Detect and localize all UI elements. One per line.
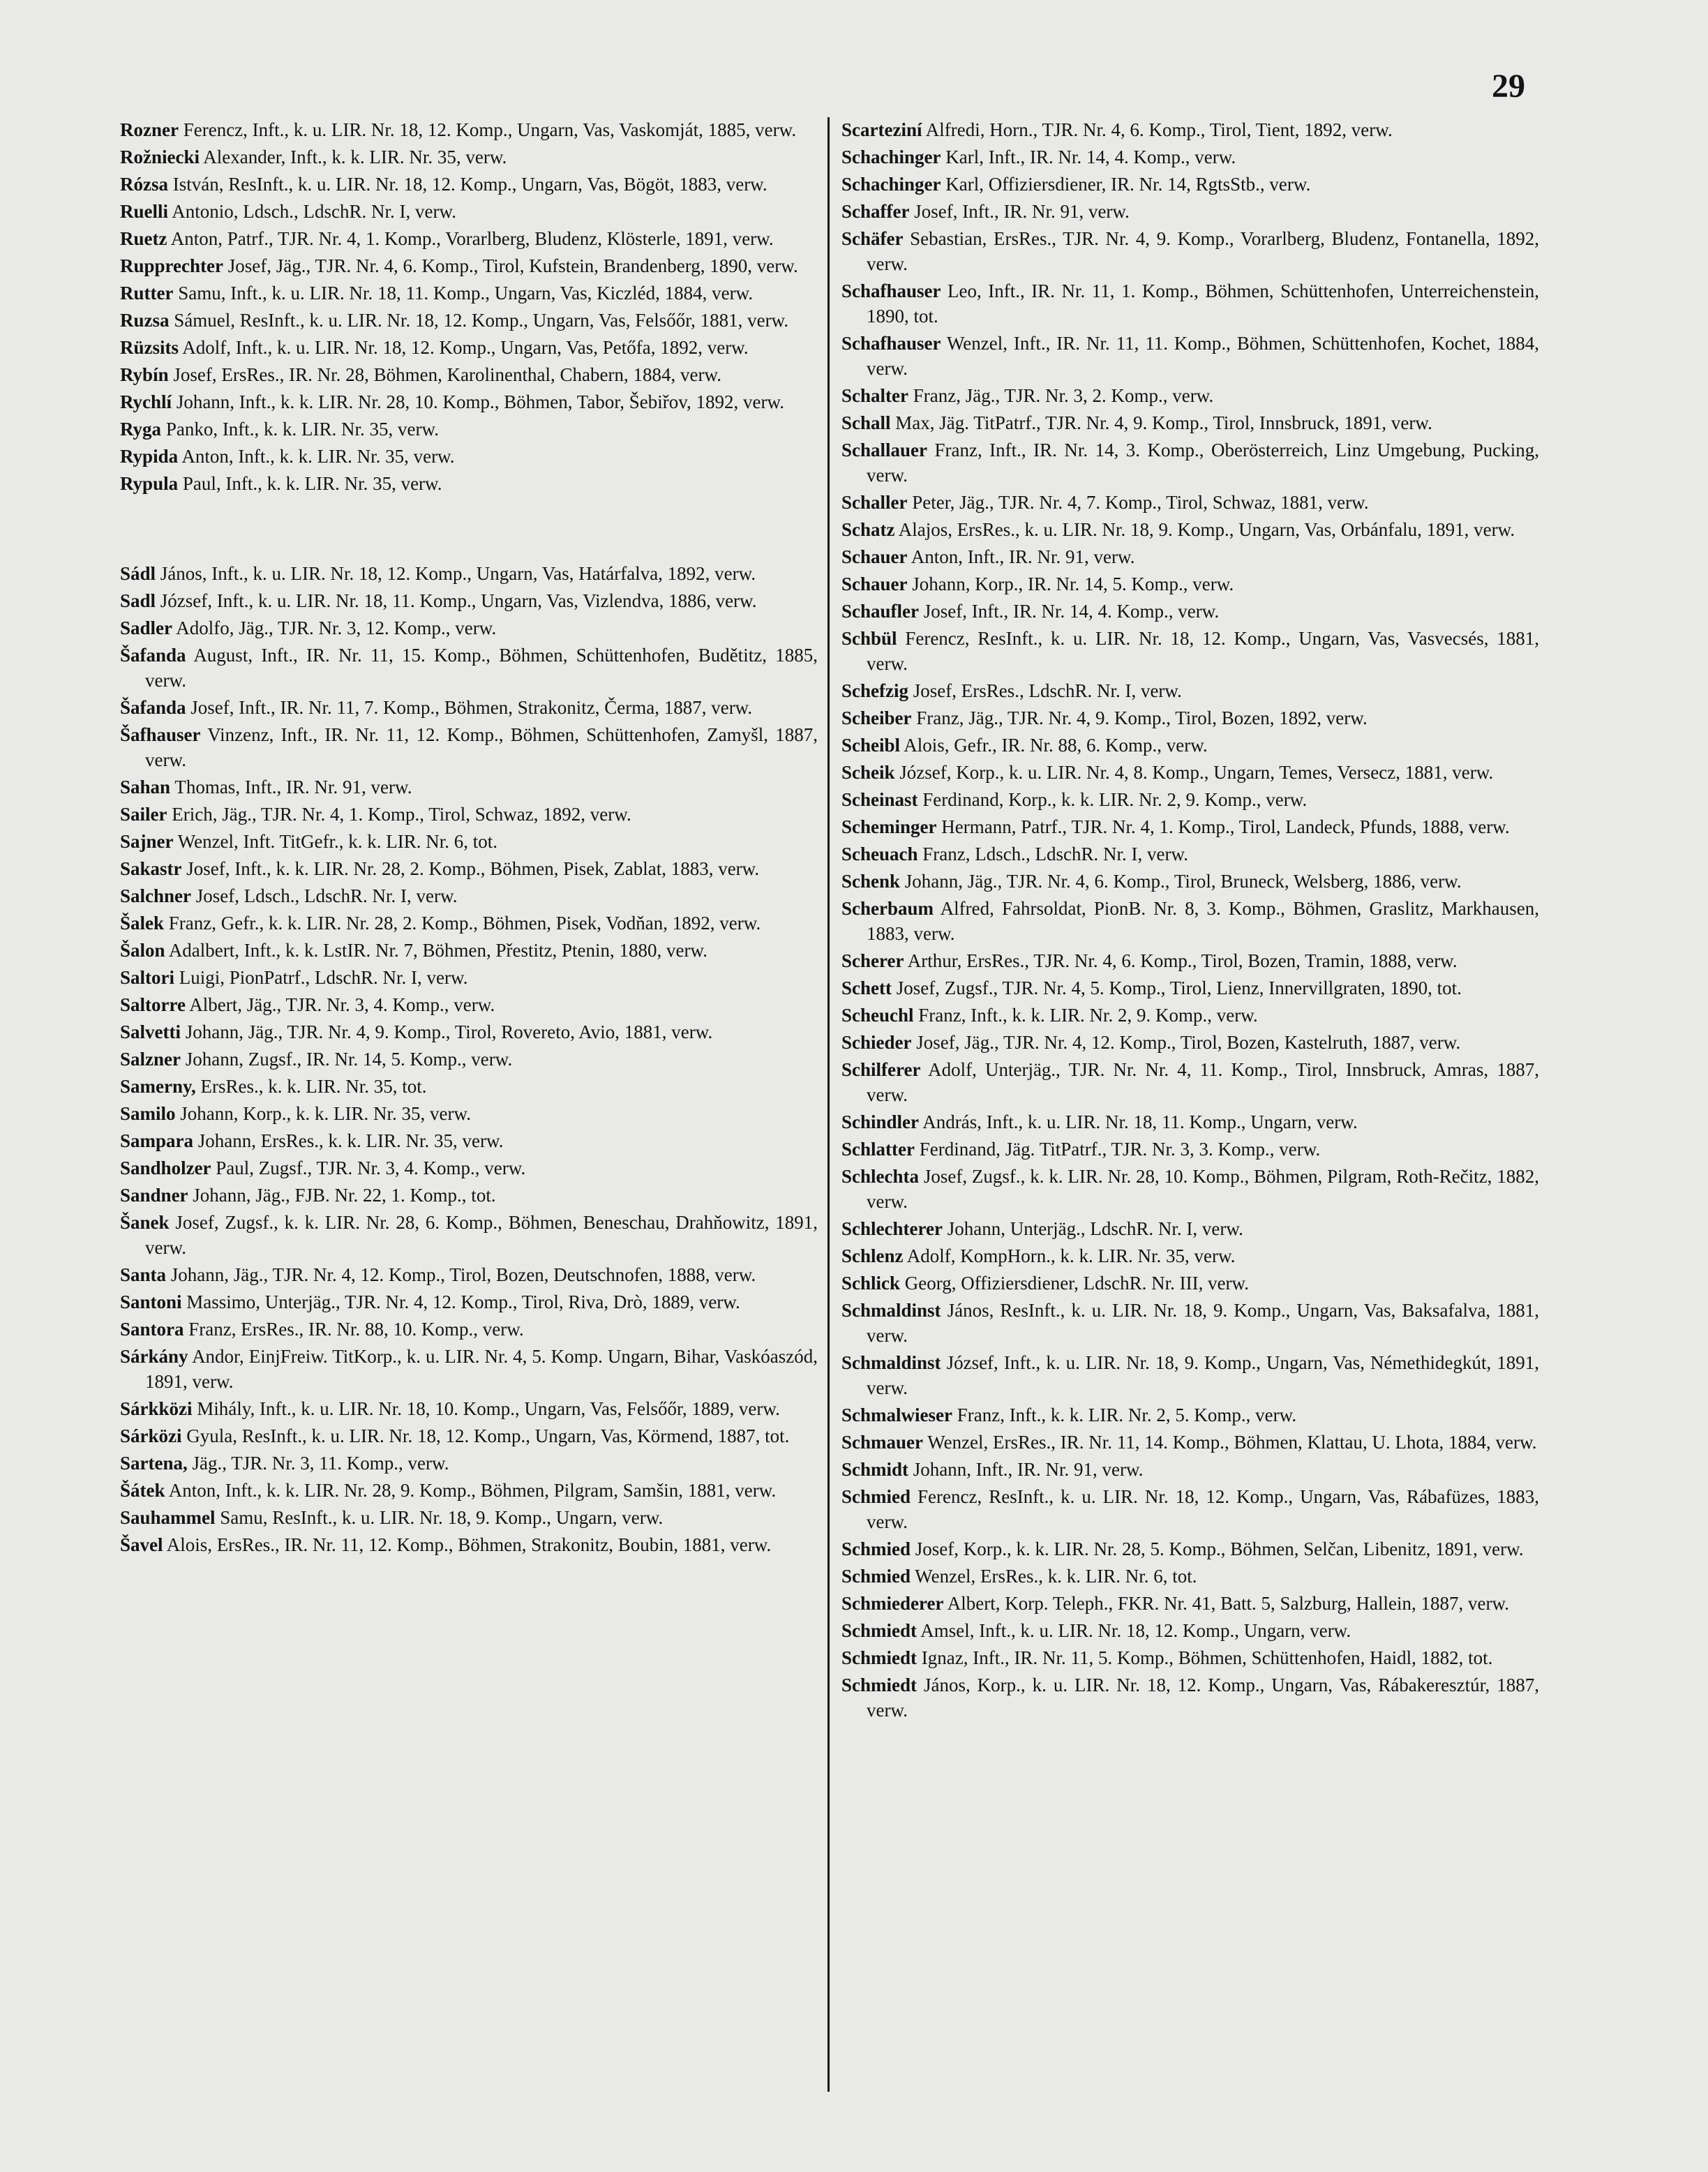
entry-surname: Schmied — [841, 1538, 911, 1559]
entry-details: Anton, Inft., k. k. LIR. Nr. 35, verw. — [181, 446, 455, 467]
entry-details: Alfredi, Horn., TJR. Nr. 4, 6. Komp., Tirol, Tient, 1892, verw. — [925, 119, 1393, 140]
entry-details: Amsel, Inft., k. u. LIR. Nr. 18, 12. Komp., Ungarn, verw. — [920, 1620, 1351, 1641]
roster-entry — [120, 1451, 818, 1476]
roster-entry — [841, 571, 1539, 597]
entry-details: József, Korp., k. u. LIR. Nr. 4, 8. Komp., Ungarn, Temes, Versecz, 1881, verw. — [899, 762, 1494, 783]
roster-entry — [841, 975, 1539, 1001]
entry-surname: Schlatter — [841, 1139, 915, 1160]
entry-details: János, Korp., k. u. LIR. Nr. 18, 12. Komp., Ungarn, Vas, Rábakeresztúr, 1887, verw. — [867, 1675, 1540, 1721]
entry-surname: Schett — [841, 978, 892, 998]
entry-surname: Sandholzer — [120, 1158, 211, 1178]
roster-entry — [120, 117, 818, 142]
entry-surname: Scheuach — [841, 844, 918, 864]
roster-entry — [841, 117, 1539, 142]
entry-details: Adolfo, Jäg., TJR. Nr. 3, 12. Komp., verw. — [176, 617, 497, 638]
entry-details: Ferdinand, Korp., k. k. LIR. Nr. 2, 9. Komp., verw. — [922, 789, 1308, 810]
entry-surname: Schlenz — [841, 1245, 904, 1266]
entry-surname: Šalek — [120, 913, 165, 934]
entry-details: Josef, ErsRes., IR. Nr. 28, Böhmen, Karolinenthal, Chabern, 1884, verw. — [173, 364, 721, 385]
entry-details: Franz, Inft., k. k. LIR. Nr. 2, 9. Komp., verw. — [918, 1005, 1258, 1026]
entry-surname: Rutter — [120, 283, 174, 304]
roster-entry — [841, 1402, 1539, 1428]
entry-surname: Šafanda — [120, 645, 186, 666]
entry-surname: Šavel — [120, 1534, 163, 1555]
entry-surname: Schlick — [841, 1273, 901, 1294]
roster-entry — [120, 722, 818, 772]
entry-surname: Rypula — [120, 473, 179, 494]
roster-entry — [841, 172, 1539, 197]
entry-surname: Rypida — [120, 446, 179, 467]
roster-entry — [120, 1532, 818, 1557]
entry-details: Wenzel, ErsRes., k. k. LIR. Nr. 6, tot. — [915, 1566, 1197, 1587]
entry-details: Arthur, ErsRes., TJR. Nr. 4, 6. Komp., Tirol, Bozen, Tramin, 1888, verw. — [907, 950, 1458, 971]
entry-surname: Rózsa — [120, 174, 168, 195]
roster-entry — [841, 1030, 1539, 1055]
entry-surname: Ryga — [120, 419, 162, 440]
entry-surname: Saltori — [120, 967, 174, 988]
roster-entry — [120, 802, 818, 827]
entry-surname: Schmiedt — [841, 1675, 917, 1695]
roster-entry — [120, 172, 818, 197]
entry-details: Ignaz, Inft., IR. Nr. 11, 5. Komp., Böhmen, Schüttenhofen, Haidl, 1882, tot. — [921, 1647, 1493, 1668]
entry-details: Josef, Inft., IR. Nr. 11, 7. Komp., Böhmen, Strakonitz, Čerma, 1887, verw. — [190, 697, 753, 718]
entry-details: Vinzenz, Inft., IR. Nr. 11, 12. Komp., Böhmen, Schüttenhofen, Zamyšl, 1887, verw. — [145, 724, 818, 770]
roster-entry — [841, 1057, 1539, 1107]
entry-surname: Salzner — [120, 1049, 181, 1070]
entry-details: Panko, Inft., k. k. LIR. Nr. 35, verw. — [165, 419, 440, 440]
entry-details: Anton, Inft., k. k. LIR. Nr. 28, 9. Komp., Böhmen, Pilgram, Samšin, 1881, verw. — [168, 1480, 777, 1501]
roster-entry — [841, 1243, 1539, 1268]
entry-surname: Schmied — [841, 1486, 911, 1507]
entry-details: Luigi, PionPatrf., LdschR. Nr. I, verw. — [179, 967, 468, 988]
roster-entry — [841, 948, 1539, 973]
left-column — [120, 117, 818, 1559]
roster-entry — [120, 444, 818, 469]
entry-surname: Sadl — [120, 590, 156, 611]
entry-surname: Schachinger — [841, 174, 941, 195]
entry-surname: Schauer — [841, 574, 908, 594]
entry-surname: Schbül — [841, 628, 897, 649]
roster-entry — [120, 471, 818, 496]
entry-details: Josef, Zugsf., TJR. Nr. 4, 5. Komp., Tirol, Lienz, Innervillgraten, 1890, tot. — [896, 978, 1462, 998]
roster-entry — [841, 1618, 1539, 1643]
roster-entry — [841, 1003, 1539, 1028]
entry-surname: Schmauer — [841, 1432, 923, 1453]
roster-entry — [120, 1047, 818, 1072]
roster-entry — [120, 992, 818, 1017]
roster-entry — [120, 829, 818, 854]
entry-details: Franz, Inft., IR. Nr. 14, 3. Komp., Oberösterreich, Linz Umgebung, Pucking, verw. — [867, 440, 1539, 486]
entry-details: Paul, Zugsf., TJR. Nr. 3, 4. Komp., verw. — [216, 1158, 526, 1178]
entry-details: Alfred, Fahrsoldat, PionB. Nr. 8, 3. Komp., Böhmen, Graslitz, Markhausen, 1883, verw. — [867, 898, 1540, 944]
roster-entry — [841, 199, 1539, 224]
entry-details: János, ResInft., k. u. LIR. Nr. 18, 9. Komp., Ungarn, Vas, Baksafalva, 1881, verw. — [867, 1300, 1539, 1346]
roster-entry — [841, 331, 1539, 381]
entry-details: Johann, Jäg., TJR. Nr. 4, 9. Komp., Tirol, Rovereto, Avio, 1881, verw. — [185, 1021, 713, 1042]
roster-entry — [120, 1210, 818, 1260]
entry-details: Franz, Jäg., TJR. Nr. 4, 9. Komp., Tirol, Bozen, 1892, verw. — [916, 707, 1368, 728]
entry-surname: Schachinger — [841, 147, 941, 167]
roster-entry — [120, 1505, 818, 1530]
roster-entry — [841, 517, 1539, 542]
entry-surname: Šafhauser — [120, 724, 201, 745]
entry-surname: Ruzsa — [120, 310, 170, 331]
entry-details: Massimo, Unterjäg., TJR. Nr. 4, 12. Komp., Tirol, Riva, Drò, 1889, verw. — [186, 1291, 740, 1312]
entry-surname: Schalter — [841, 385, 908, 406]
entry-surname: Sajner — [120, 831, 174, 852]
entry-surname: Schlechta — [841, 1166, 919, 1187]
entry-surname: Santora — [120, 1319, 184, 1340]
entry-surname: Ruetz — [120, 228, 167, 249]
roster-entry — [120, 883, 818, 908]
entry-surname: Schaffer — [841, 201, 910, 222]
entry-surname: Sahan — [120, 777, 171, 797]
entry-surname: Sádl — [120, 563, 156, 584]
entry-surname: Sadler — [120, 617, 173, 638]
entry-details: Wenzel, Inft., IR. Nr. 11, 11. Komp., Böhmen, Schüttenhofen, Kochet, 1884, verw. — [867, 333, 1540, 379]
entry-details: Johann, Jäg., FJB. Nr. 22, 1. Komp., tot. — [193, 1185, 496, 1206]
entry-surname: Schmiederer — [841, 1593, 944, 1614]
entry-surname: Schauer — [841, 546, 908, 567]
roster-entry — [120, 1019, 818, 1044]
entry-surname: Scherer — [841, 950, 904, 971]
entry-details: Johann, Jäg., TJR. Nr. 4, 6. Komp., Tirol, Bruneck, Welsberg, 1886, verw. — [904, 871, 1462, 892]
roster-entry — [841, 1137, 1539, 1162]
entry-surname: Schlechterer — [841, 1218, 943, 1239]
section-gap — [120, 498, 818, 561]
roster-entry — [841, 896, 1539, 946]
column-divider — [827, 117, 830, 2092]
entry-surname: Sauhammel — [120, 1507, 216, 1528]
entry-details: Adolf, KompHorn., k. k. LIR. Nr. 35, verw. — [906, 1245, 1236, 1266]
entry-details: Alois, ErsRes., IR. Nr. 11, 12. Komp., Böhmen, Strakonitz, Boubin, 1881, verw. — [166, 1534, 772, 1555]
entry-details: Wenzel, Inft. TitGefr., k. k. LIR. Nr. 6, tot. — [177, 831, 498, 852]
entry-surname: Rychlí — [120, 391, 172, 412]
entry-surname: Sartena, — [120, 1453, 188, 1474]
entry-surname: Schindler — [841, 1111, 920, 1132]
entry-details: Georg, Offiziersdiener, LdschR. Nr. III, verw. — [904, 1273, 1250, 1294]
roster-entry — [120, 1289, 818, 1315]
entry-details: Franz, Inft., k. k. LIR. Nr. 2, 5. Komp., verw. — [957, 1405, 1297, 1425]
entry-details: Thomas, Inft., IR. Nr. 91, verw. — [174, 777, 412, 797]
entry-surname: Salchner — [120, 885, 192, 906]
entry-surname: Sárkközi — [120, 1398, 193, 1419]
entry-details: Josef, Inft., IR. Nr. 91, verw. — [914, 201, 1130, 222]
entry-surname: Schmidt — [841, 1459, 909, 1480]
entry-surname: Schmiedt — [841, 1620, 917, 1641]
roster-entry — [841, 544, 1539, 569]
roster-entry — [841, 410, 1539, 435]
roster-entry — [841, 814, 1539, 839]
roster-entry — [841, 1564, 1539, 1589]
entry-details: Johann, Zugsf., IR. Nr. 14, 5. Komp., verw. — [185, 1049, 513, 1070]
entry-details: Alois, Gefr., IR. Nr. 88, 6. Komp., verw. — [904, 735, 1208, 756]
entry-details: Erich, Jäg., TJR. Nr. 4, 1. Komp., Tirol, Schwaz, 1892, verw. — [172, 804, 631, 825]
entry-details: Ferencz, Inft., k. u. LIR. Nr. 18, 12. Komp., Ungarn, Vas, Vaskomját, 1885, verw. — [183, 119, 797, 140]
entry-surname: Schafhauser — [841, 280, 941, 301]
entry-surname: Schieder — [841, 1032, 912, 1053]
entry-details: Antonio, Ldsch., LdschR. Nr. I, verw. — [172, 201, 456, 222]
entry-details: József, Inft., k. u. LIR. Nr. 18, 9. Komp., Ungarn, Vas, Némethidegkút, 1891, verw. — [867, 1352, 1540, 1398]
roster-entry — [841, 1350, 1539, 1400]
entry-details: Leo, Inft., IR. Nr. 11, 1. Komp., Böhmen, Schüttenhofen, Unterreichenstein, 1890, tot. — [867, 280, 1539, 327]
entry-details: Josef, Inft., k. k. LIR. Nr. 28, 2. Komp., Böhmen, Pisek, Zablat, 1883, verw. — [186, 858, 760, 879]
roster-entry — [120, 1155, 818, 1181]
roster-entry — [120, 389, 818, 414]
roster-entry — [841, 1164, 1539, 1214]
entry-details: ErsRes., k. k. LIR. Nr. 35, tot. — [200, 1076, 427, 1097]
entry-details: Sámuel, ResInft., k. u. LIR. Nr. 18, 12. Komp., Ungarn, Vas, Felsőőr, 1881, verw. — [174, 310, 789, 331]
entry-details: Karl, Offiziersdiener, IR. Nr. 14, RgtsStb., verw. — [945, 174, 1311, 195]
entry-details: Johann, Korp., IR. Nr. 14, 5. Komp., verw. — [912, 574, 1234, 594]
roster-entry — [841, 787, 1539, 812]
roster-entry — [120, 144, 818, 170]
roster-entry — [841, 144, 1539, 170]
entry-surname: Schefzig — [841, 680, 908, 701]
entry-surname: Schmied — [841, 1566, 911, 1587]
entry-surname: Šafanda — [120, 697, 186, 718]
entry-surname: Schafhauser — [841, 333, 941, 354]
roster-entry — [841, 1536, 1539, 1561]
roster-entry — [120, 253, 818, 278]
entry-surname: Sandner — [120, 1185, 188, 1206]
entry-details: Albert, Korp. Teleph., FKR. Nr. 41, Batt. 5, Salzburg, Hallein, 1887, verw. — [947, 1593, 1509, 1614]
entry-surname: Scheinast — [841, 789, 918, 810]
entry-details: Anton, Patrf., TJR. Nr. 4, 1. Komp., Vorarlberg, Bludenz, Klösterle, 1891, verw. — [170, 228, 774, 249]
roster-entry — [120, 1101, 818, 1126]
entry-details: Johann, Inft., k. k. LIR. Nr. 28, 10. Komp., Böhmen, Tabor, Šebiřov, 1892, verw. — [176, 391, 784, 412]
roster-entry — [120, 1128, 818, 1153]
entry-details: Gyula, ResInft., k. u. LIR. Nr. 18, 12. Komp., Ungarn, Vas, Körmend, 1887, tot. — [186, 1425, 790, 1446]
roster-entry — [120, 1183, 818, 1208]
entry-surname: Samilo — [120, 1103, 176, 1124]
entry-details: Josef, Inft., IR. Nr. 14, 4. Komp., verw. — [923, 601, 1220, 622]
entry-details: Samu, Inft., k. u. LIR. Nr. 18, 11. Komp., Ungarn, Vas, Kiczléd, 1884, verw. — [178, 283, 754, 304]
roster-entry — [120, 1423, 818, 1448]
entry-details: Karl, Inft., IR. Nr. 14, 4. Komp., verw. — [945, 147, 1236, 167]
roster-entry — [120, 1262, 818, 1287]
entry-surname: Schaller — [841, 492, 908, 513]
roster-entry — [120, 308, 818, 333]
entry-surname: Šanek — [120, 1212, 170, 1233]
entry-details: Josef, Korp., k. k. LIR. Nr. 28, 5. Komp., Böhmen, Selčan, Libenitz, 1891, verw. — [915, 1538, 1524, 1559]
roster-entry — [841, 1271, 1539, 1296]
entry-details: Josef, Jäg., TJR. Nr. 4, 6. Komp., Tirol, Kufstein, Brandenberg, 1890, verw. — [227, 255, 798, 276]
entry-details: Mihály, Inft., k. u. LIR. Nr. 18, 10. Komp., Ungarn, Vas, Felsőőr, 1889, verw. — [197, 1398, 780, 1419]
entry-details: Alajos, ErsRes., k. u. LIR. Nr. 18, 9. Komp., Ungarn, Vas, Orbánfalu, 1891, verw. — [898, 519, 1515, 540]
entry-surname: Scheuchl — [841, 1005, 914, 1026]
entry-surname: Rozner — [120, 119, 179, 140]
entry-surname: Schmaldinst — [841, 1300, 941, 1321]
entry-surname: Scherbaum — [841, 898, 934, 919]
entry-details: Jäg., TJR. Nr. 3, 11. Komp., verw. — [192, 1453, 449, 1474]
entry-details: Peter, Jäg., TJR. Nr. 4, 7. Komp., Tirol, Schwaz, 1881, verw. — [912, 492, 1369, 513]
entry-details: Josef, Ldsch., LdschR. Nr. I, verw. — [195, 885, 458, 906]
roster-entry — [120, 774, 818, 800]
entry-surname: Schmaldinst — [841, 1352, 941, 1373]
entry-details: Johann, Unterjäg., LdschR. Nr. I, verw. — [947, 1218, 1243, 1239]
entry-details: Adolf, Inft., k. u. LIR. Nr. 18, 12. Komp., Ungarn, Vas, Petőfa, 1892, verw. — [182, 337, 749, 358]
roster-entry — [841, 1109, 1539, 1134]
roster-entry — [841, 278, 1539, 329]
right-column — [841, 117, 1539, 1725]
entry-surname: Sárkány — [120, 1346, 188, 1367]
roster-entry — [841, 626, 1539, 676]
entry-surname: Saltorre — [120, 994, 186, 1015]
page-number: 29 — [1492, 68, 1525, 105]
entry-surname: Schmiedt — [841, 1647, 917, 1668]
entry-details: Anton, Inft., IR. Nr. 91, verw. — [911, 546, 1135, 567]
entry-details: Sebastian, ErsRes., TJR. Nr. 4, 9. Komp., Vorarlberg, Bludenz, Fontanella, 1892, verw. — [867, 228, 1539, 274]
entry-surname: Scarteziní — [841, 119, 922, 140]
entry-surname: Scheibl — [841, 735, 901, 756]
entry-surname: Schmalwieser — [841, 1405, 952, 1425]
entry-details: István, ResInft., k. u. LIR. Nr. 18, 12. Komp., Ungarn, Vas, Bögöt, 1883, verw. — [172, 174, 767, 195]
entry-surname: Ruelli — [120, 201, 169, 222]
entry-surname: Schenk — [841, 871, 901, 892]
roster-entry — [120, 1344, 818, 1394]
entry-surname: Schäfer — [841, 228, 904, 249]
roster-entry — [120, 1396, 818, 1421]
roster-entry — [120, 199, 818, 224]
roster-entry — [841, 1672, 1539, 1723]
roster-entry — [841, 1430, 1539, 1455]
roster-entry — [841, 733, 1539, 758]
roster-entry — [841, 599, 1539, 624]
roster-entry — [841, 226, 1539, 276]
roster-entry — [841, 1457, 1539, 1482]
entry-details: Wenzel, ErsRes., IR. Nr. 11, 14. Komp., Böhmen, Klattau, U. Lhota, 1884, verw. — [927, 1432, 1537, 1453]
entry-details: Johann, Inft., IR. Nr. 91, verw. — [913, 1459, 1144, 1480]
roster-entry — [120, 615, 818, 641]
entry-details: Johann, Korp., k. k. LIR. Nr. 35, verw. — [180, 1103, 471, 1124]
entry-surname: Rupprechter — [120, 255, 223, 276]
roster-entry — [841, 1591, 1539, 1616]
roster-entry — [841, 383, 1539, 408]
entry-details: Josef, Zugsf., k. k. LIR. Nr. 28, 6. Komp., Böhmen, Beneschau, Drahňowitz, 1891, verw. — [145, 1212, 818, 1258]
entry-surname: Scheik — [841, 762, 895, 783]
entry-details: Andor, EinjFreiw. TitKorp., k. u. LIR. Nr. 4, 5. Komp. Ungarn, Bihar, Vaskóaszód, 1891, verw. — [145, 1346, 818, 1392]
roster-entry — [120, 1074, 818, 1099]
roster-entry — [120, 280, 818, 306]
roster-entry — [120, 335, 818, 360]
roster-entry — [120, 362, 818, 387]
roster-entry — [120, 695, 818, 720]
entry-details: Paul, Inft., k. k. LIR. Nr. 35, verw. — [182, 473, 442, 494]
roster-entry — [841, 1216, 1539, 1241]
entry-details: Johann, Jäg., TJR. Nr. 4, 12. Komp., Tirol, Bozen, Deutschnofen, 1888, verw. — [170, 1264, 756, 1285]
entry-surname: Schall — [841, 412, 891, 433]
entry-details: Franz, Gefr., k. k. LIR. Nr. 28, 2. Komp., Böhmen, Pisek, Vodňan, 1892, verw. — [168, 913, 761, 934]
entry-details: József, Inft., k. u. LIR. Nr. 18, 11. Komp., Ungarn, Vas, Vizlendva, 1886, verw. — [160, 590, 757, 611]
entry-surname: Santa — [120, 1264, 167, 1285]
entry-surname: Scheminger — [841, 816, 937, 837]
entry-surname: Sárközi — [120, 1425, 182, 1446]
entry-surname: Schatz — [841, 519, 895, 540]
roster-entry — [841, 437, 1539, 488]
roster-entry — [120, 1478, 818, 1503]
roster-entry — [841, 678, 1539, 703]
roster-entry — [120, 938, 818, 963]
roster-entry — [841, 869, 1539, 894]
roster-entry — [841, 760, 1539, 785]
entry-surname: Sampara — [120, 1130, 194, 1151]
entry-details: Josef, Jäg., TJR. Nr. 4, 12. Komp., Tirol, Bozen, Kastelruth, 1887, verw. — [916, 1032, 1461, 1053]
entry-details: Ferencz, ResInft., k. u. LIR. Nr. 18, 12. Komp., Ungarn, Vas, Rábafüzes, 1883, verw. — [867, 1486, 1539, 1532]
entry-details: Franz, ErsRes., IR. Nr. 88, 10. Komp., verw. — [188, 1319, 524, 1340]
entry-surname: Salvetti — [120, 1021, 181, 1042]
entry-details: Adalbert, Inft., k. k. LstIR. Nr. 7, Böhmen, Přestitz, Ptenin, 1880, verw. — [168, 940, 707, 961]
entry-details: Hermann, Patrf., TJR. Nr. 4, 1. Komp., Tirol, Landeck, Pfunds, 1888, verw. — [941, 816, 1510, 837]
entry-surname: Santoni — [120, 1291, 182, 1312]
entry-details: János, Inft., k. u. LIR. Nr. 18, 12. Komp., Ungarn, Vas, Határfalva, 1892, verw. — [160, 563, 756, 584]
roster-entry — [120, 965, 818, 990]
entry-surname: Rüzsits — [120, 337, 179, 358]
roster-entry — [120, 226, 818, 251]
entry-surname: Rybín — [120, 364, 169, 385]
roster-entry — [120, 561, 818, 586]
entry-surname: Scheiber — [841, 707, 912, 728]
roster-entry — [120, 856, 818, 881]
roster-entry — [841, 841, 1539, 867]
entry-surname: Šalon — [120, 940, 165, 961]
entry-details: Samu, ResInft., k. u. LIR. Nr. 18, 9. Komp., Ungarn, verw. — [220, 1507, 664, 1528]
roster-entry — [841, 1484, 1539, 1534]
entry-details: Franz, Jäg., TJR. Nr. 3, 2. Komp., verw. — [913, 385, 1214, 406]
entry-surname: Schilferer — [841, 1059, 921, 1080]
roster-entry — [120, 643, 818, 693]
roster-entry — [120, 588, 818, 613]
entry-surname: Schaufler — [841, 601, 919, 622]
roster-entry — [120, 1317, 818, 1342]
entry-details: August, Inft., IR. Nr. 11, 15. Komp., Böhmen, Schüttenhofen, Budětitz, 1885, verw. — [145, 645, 818, 691]
entry-details: András, Inft., k. u. LIR. Nr. 18, 11. Komp., Ungarn, verw. — [922, 1111, 1358, 1132]
entry-details: Franz, Ldsch., LdschR. Nr. I, verw. — [922, 844, 1188, 864]
entry-details: Adolf, Unterjäg., TJR. Nr. Nr. 4, 11. Komp., Tirol, Innsbruck, Amras, 1887, verw. — [867, 1059, 1539, 1105]
entry-surname: Samerny, — [120, 1076, 196, 1097]
entry-surname: Schallauer — [841, 440, 928, 460]
entry-details: Ferencz, ResInft., k. u. LIR. Nr. 18, 12. Komp., Ungarn, Vas, Vasvecsés, 1881, verw. — [867, 628, 1539, 674]
roster-entry — [841, 705, 1539, 731]
entry-details: Johann, ErsRes., k. k. LIR. Nr. 35, verw. — [197, 1130, 504, 1151]
roster-entry — [120, 911, 818, 936]
roster-entry — [841, 1645, 1539, 1670]
entry-details: Max, Jäg. TitPatrf., TJR. Nr. 4, 9. Komp., Tirol, Innsbruck, 1891, verw. — [895, 412, 1432, 433]
entry-details: Alexander, Inft., k. k. LIR. Nr. 35, verw. — [203, 147, 507, 167]
entry-details: Josef, ErsRes., LdschR. Nr. I, verw. — [913, 680, 1182, 701]
entry-surname: Šátek — [120, 1480, 165, 1501]
entry-surname: Sakastr — [120, 858, 182, 879]
entry-surname: Sailer — [120, 804, 167, 825]
roster-entry — [841, 490, 1539, 515]
roster-entry — [120, 417, 818, 442]
entry-details: Josef, Zugsf., k. k. LIR. Nr. 28, 10. Komp., Böhmen, Pilgram, Roth-Rečitz, 1882, verw. — [867, 1166, 1540, 1212]
entry-surname: Rožniecki — [120, 147, 200, 167]
roster-entry — [841, 1298, 1539, 1348]
entry-details: Albert, Jäg., TJR. Nr. 3, 4. Komp., verw. — [189, 994, 495, 1015]
entry-details: Ferdinand, Jäg. TitPatrf., TJR. Nr. 3, 3. Komp., verw. — [919, 1139, 1321, 1160]
